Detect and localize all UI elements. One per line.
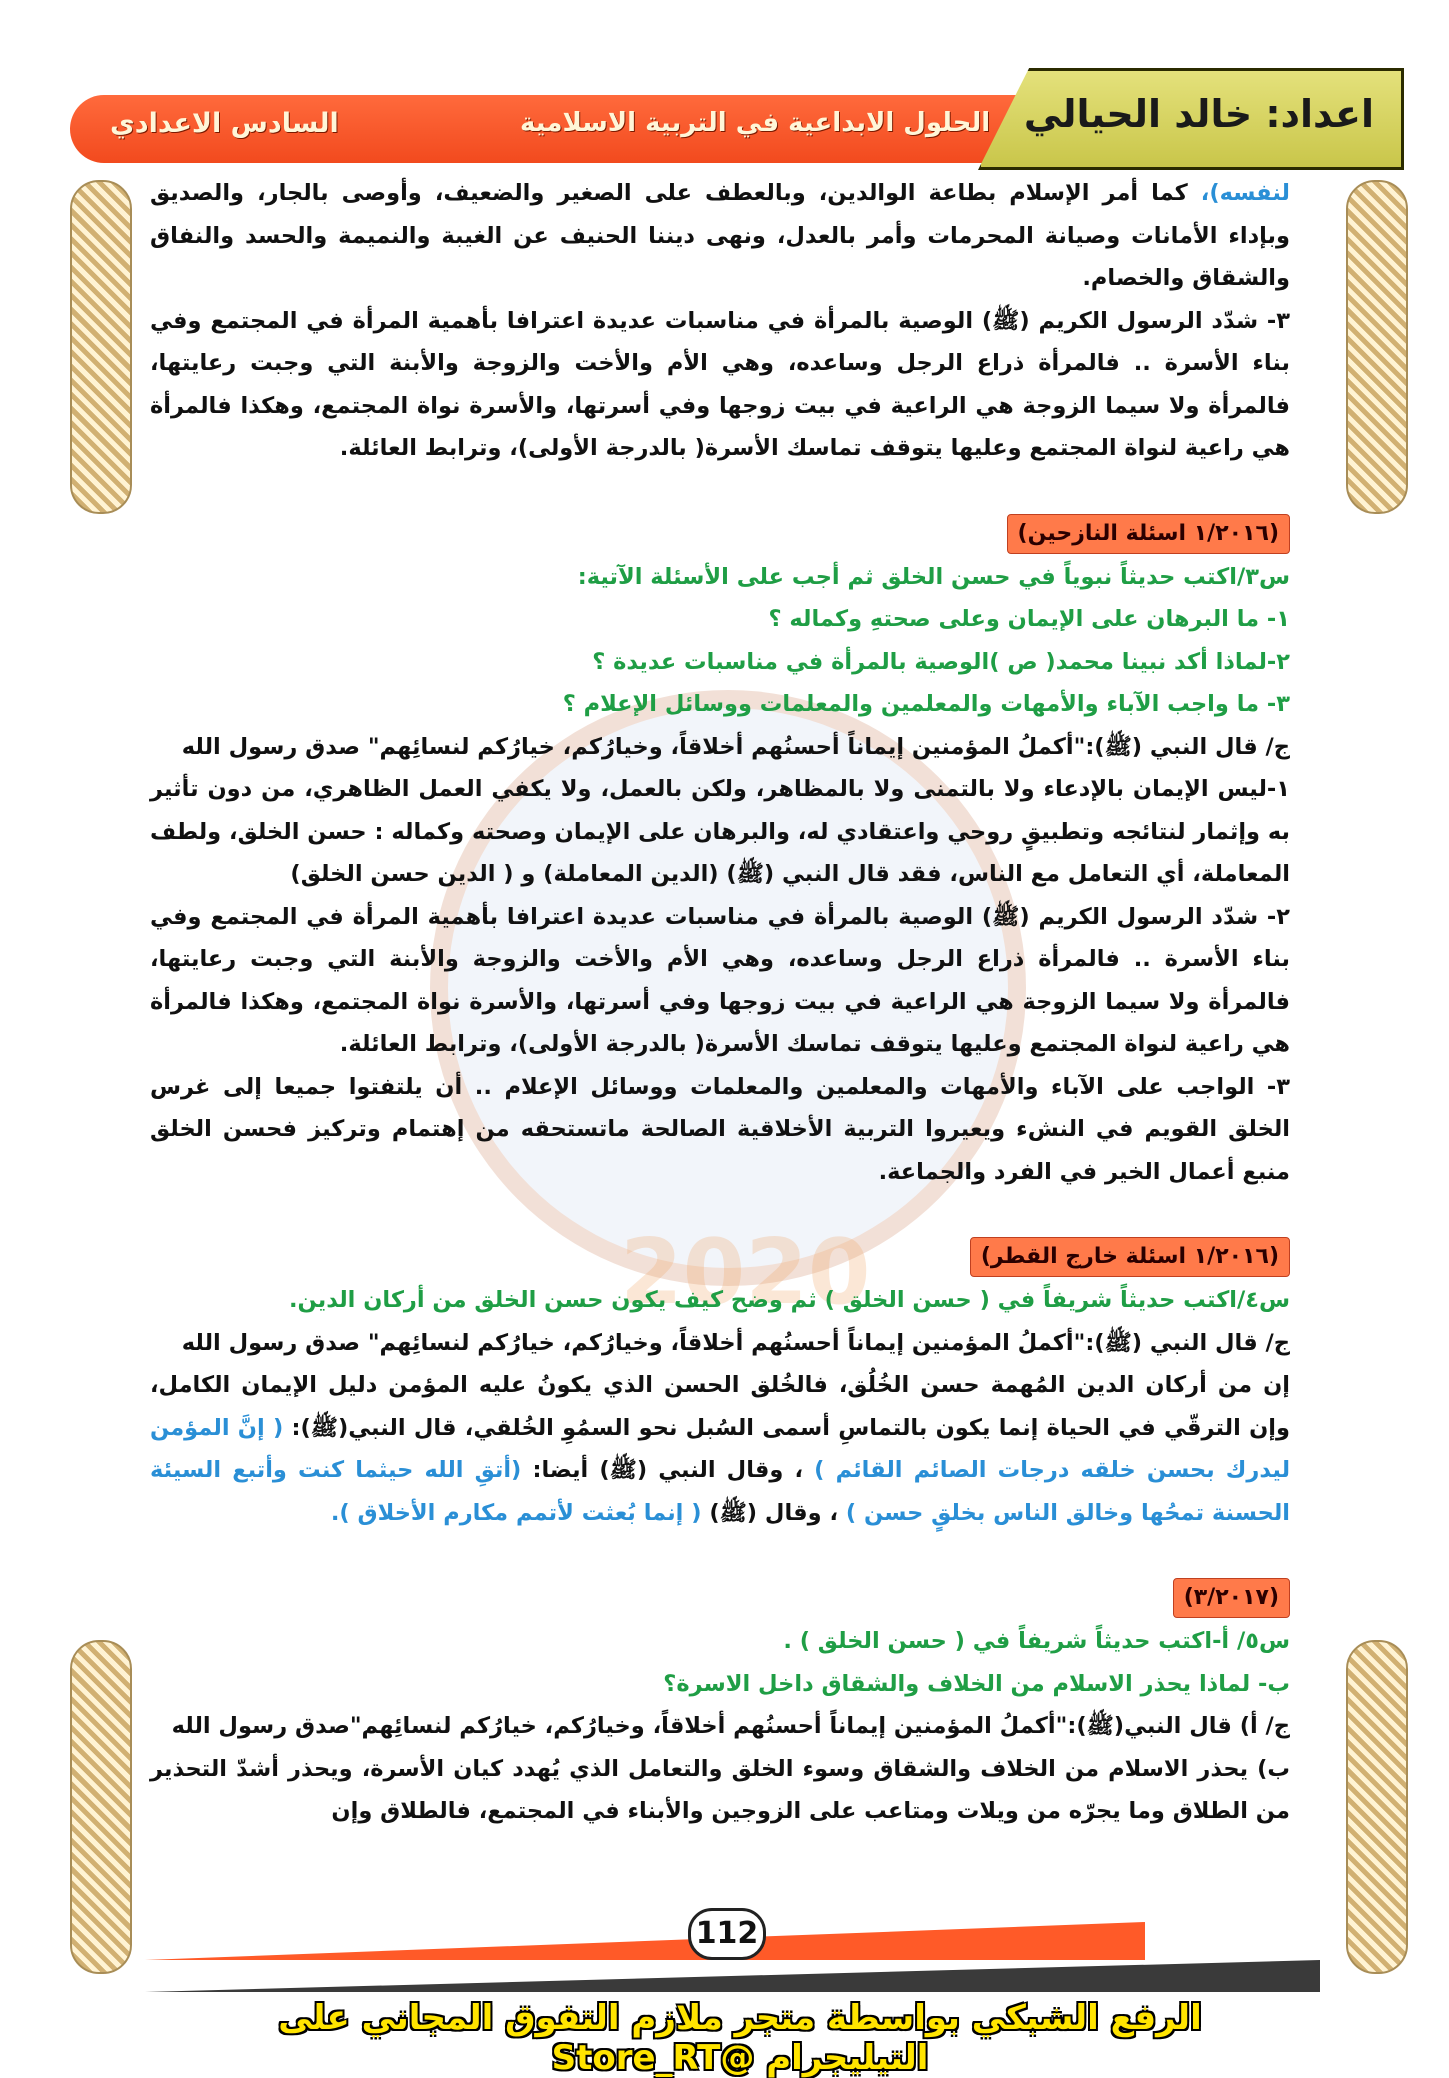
q4-hadith-1: ( إنَّ المؤمن ليدرك بحسن خلقه درجات الصائم القائم ) — [150, 1414, 1291, 1483]
q4-question: س٤/اكتب حديثاً شريفاً في ( حسن الخلق ) ثم وضح كيف يكون حسن الخلق من أركان الدين. — [288, 1287, 1290, 1313]
footer-orange-stripe — [145, 1922, 1145, 1960]
ornament-right-bottom — [1346, 1640, 1404, 1974]
q5-answer-b: ب) يحذر الاسلام من الخلاف والشقاق وسوء الخلق والتعامل الذي يُهدد كيان الأسرة، ويحذر أشدّ التحذير من الطلاق وما يجرّه من ويلات ومتاعب على الزوجين والأبناء في المجتمع، فالطلاق وإن — [150, 1755, 1290, 1824]
q4-hadith-2: (أتقِ الله حيثما كنت وأتبع السيئة الحسنة تمحُها وخالق الناس بخلقٍ حسن ) — [150, 1457, 1290, 1526]
page-number: 112 — [688, 1908, 766, 1960]
intro-text: كما أمر الإسلام بطاعة الوالدين، وبالعطف على الصغير والضعيف، وأوصى بالجار، والصديق وبإداء الأمانات وصيانة المحرمات وأمر بالعدل، ونهى ديننا الحنيف عن الغيبة والنميمة والحسد والنفاق والشقاق والخصام. — [150, 180, 1290, 291]
intro-paragraph-1 — [150, 172, 1290, 300]
author-name: اعداد: خالد الحيالي — [1023, 92, 1374, 136]
watermark-year: 2020 — [620, 1220, 871, 1325]
q5-question-a: س٥/ أ-اكتب حديثاً شريفاً في ( حسن الخلق ) . — [783, 1628, 1290, 1654]
telegram-banner[interactable]: الرفع الشبكي بواسطة متجر ملازم التفوق المجاني على التيليجرام @Store_RT — [278, 1998, 1202, 2078]
q4-badge: (١/٢٠١٦ اسئلة خارج القطر) — [970, 1237, 1290, 1277]
ornament-left-bottom — [70, 1640, 128, 1974]
q3-answer-hadith: ج/ قال النبي (ﷺ):"أكملُ المؤمنين إيماناً أحسنُهم أخلاقاً، وخيارُكم، خيارُكم لنسائِهم" صدق رسول الله — [181, 733, 1290, 760]
q5-answer-a: ج/ أ) قال النبي(ﷺ):"أكملُ المؤمنين إيماناً أحسنُهم أخلاقاً، وخيارُكم، خيارُكم لنسائِهم"صدق رسول الله — [171, 1713, 1290, 1739]
book-title: الحلول الابداعية في التربية الاسلامية — [520, 108, 991, 138]
ornament-right-top — [1346, 180, 1404, 514]
q3-sub-1: ١- ما البرهان على الإيمان وعلى صحتهِ وكماله ؟ — [768, 606, 1290, 632]
q3-answer-3: ٣- الواجب على الآباء والأمهات والمعلمين والمعلمات ووسائل الإعلام .. أن يلتفتوا جميعا إلى غرس الخلق القويم في النشء ويعيروا التربية الأخلاقية الصالحة ماتستحقه من إهتمام وتركيز فحسن الخلق منبع أعمال الخير في الفرد والجماعة. — [150, 1073, 1290, 1185]
q3-badge: (١/٢٠١٦ اسئلة النازحين) — [1007, 514, 1290, 554]
q5-question-b: ب- لماذا يحذر الاسلام من الخلاف والشقاق داخل الاسرة؟ — [663, 1670, 1290, 1697]
q4-answer-body: إن من أركان الدين المُهمة حسن الخُلُق، فالخُلق الحسن الذي يكونُ عليه المؤمن دليل الإيمان الكامل، وإن الترقّي في الحياة إنما يكون بالتماسِ أسمى السُبل نحو السمُوِ الخُلقي، قال النبي(ﷺ): ( إنَّ المؤمن ليدرك بحسن خلقه درجات الصائم القائم ) ، وقال النبي (ﷺ) أيضا: (أتقِ الله حيثما كنت وأتبع السيئة الحسنة تمحُها وخالق الناس بخلقٍ حسن ) ، وقال (ﷺ) ( إنما بُعثت لأتمم مكارم الأخلاق ). — [150, 1372, 1291, 1526]
q5-badge: (٣/٢٠١٧) — [1173, 1578, 1290, 1618]
q3-sub-2: ٢-لماذا أكد نبينا محمد( ص )الوصية بالمرأة في مناسبات عديدة ؟ — [592, 648, 1290, 675]
ornament-left-top — [70, 180, 128, 514]
grade-title: السادس الاعدادي — [110, 108, 339, 139]
intro-blue-fragment: لنفسه)، — [1200, 180, 1290, 206]
q3-question: س٣/اكتب حديثاً نبوياً في حسن الخلق ثم أجب على الأسئلة الآتية: — [577, 563, 1290, 590]
q4-answer-hadith: ج/ قال النبي (ﷺ):"أكملُ المؤمنين إيماناً أحسنُهم أخلاقاً، وخيارُكم، خيارُكم لنسائِهم" صدق رسول الله — [181, 1329, 1290, 1356]
q3-sub-3: ٣- ما واجب الآباء والأمهات والمعلمين والمعلمات ووسائل الإعلام ؟ — [562, 691, 1290, 717]
q3-answer-1: ١-ليس الإيمان بالإدعاء ولا بالتمنى ولا بالمظاهر، ولكن بالعمل، ولا يكفي العمل الظاهري، من دون تأثير به وإثمار لنتائجه وتطبيقٍ روحي واعتقادي له، والبرهان على الإيمان وصحته وكماله : حسن الخلق، ولطف المعاملة، أي التعامل مع الناس، فقد قال النبي (ﷺ) (الدين المعاملة) و ( الدين حسن الخلق) — [150, 776, 1290, 887]
q3-answer-2: ٢- شدّد الرسول الكريم (ﷺ) الوصية بالمرأة في مناسبات عديدة اعترافا بأهمية المرأة في المجتمع وفي بناء الأسرة .. فالمرأة ذراع الرجل وساعده، وهي الأم والأخت والزوجة والأبنة التي وجبت رعايتها، فالمرأة ولا سيما الزوجة هي الراعية في بيت زوجها وفي أسرتها، والأسرة نواة المجتمع، وهكذا فالمرأة هي راعية لنواة المجتمع وعليها يتوقف تماسك الأسرة( بالدرجة الأولى)، وترابط العائلة. — [150, 903, 1290, 1057]
intro-paragraph-2: ٣- شدّد الرسول الكريم (ﷺ) الوصية بالمرأة في مناسبات عديدة اعترافا بأهمية المرأة في المجتمع وفي بناء الأسرة .. فالمرأة ذراع الرجل وساعده، وهي الأم والأخت والزوجة والأبنة التي وجبت رعايتها، فالمرأة ولا سيما الزوجة هي الراعية في بيت زوجها وفي أسرتها، والأسرة نواة المجتمع، وهكذا فالمرأة هي راعية لنواة المجتمع وعليها يتوقف تماسك الأسرة( بالدرجة الأولى)، وترابط العائلة. — [150, 307, 1290, 461]
page-content — [150, 172, 1290, 1833]
footer-dark-stripe — [145, 1960, 1320, 1992]
q4-hadith-3: ( إنما بُعثت لأتمم مكارم الأخلاق ). — [330, 1499, 702, 1526]
